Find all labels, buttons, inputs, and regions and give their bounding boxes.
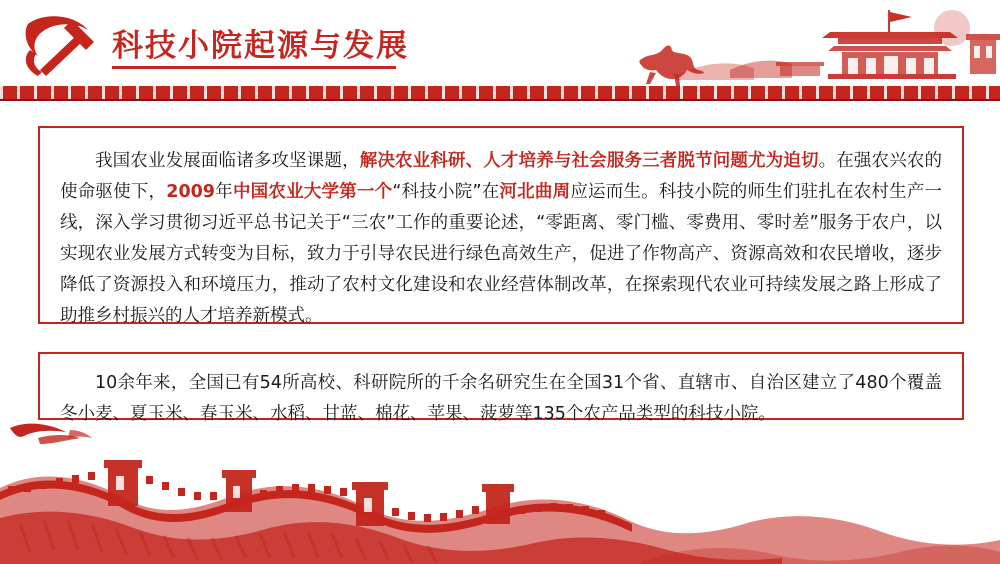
body-text: “科技小院”在 bbox=[392, 182, 500, 202]
body-text: 。在强农兴农的使命驱使下， bbox=[60, 151, 943, 202]
content-box-statistics bbox=[38, 352, 964, 424]
highlighted-text: 2009 bbox=[166, 182, 215, 202]
great-wall-illustration-icon bbox=[0, 414, 1000, 564]
highlighted-text: 解决农业科研、人才培养与社会服务三者脱节问题尤为迫切 bbox=[359, 151, 819, 171]
body-text: 10余年来，全国已有54所高校、科研院所的千余名研究生在全国31个省、直辖市、自治区建立了480个覆盖冬小麦、夏玉米、春玉米、水稻、甘蓝、棉花、苹果、菠萝等135个农产品类型的科技小院。 bbox=[60, 373, 942, 424]
content-box-origin bbox=[38, 126, 964, 324]
flying-bird-icon bbox=[8, 418, 100, 452]
paragraph-statistics bbox=[60, 368, 942, 430]
body-text: 我国农业发展面临诸多攻坚课题， bbox=[95, 151, 360, 171]
title-underline bbox=[112, 66, 396, 69]
body-text: 应运而生。科技小院的师生们驻扎在农村生产一线，深入学习贯彻习近平总书记关于“三农”工作的重要论述，“零距离、零门槛、零费用、零时差”服务于农户，以实现农业发展方式转变为目标，致力于引导农民进行绿色高效生产，促进了作物高产、资源高效和农民增收，逐步降低了资源投入和环境压力，推动了农村文化建设和农业经营体制改革，在探索现代农业可持续发展之路上形成了助推乡村振兴的人才培养新模式。 bbox=[60, 182, 943, 326]
highlighted-text: 中国农业大学第一个 bbox=[232, 182, 393, 202]
header-ribbon-edge bbox=[0, 99, 1000, 101]
page-title: 科技小院起源与发展 bbox=[112, 28, 409, 64]
paragraph-origin bbox=[60, 146, 942, 332]
page-header bbox=[0, 0, 1000, 100]
body-text: 年 bbox=[215, 182, 233, 202]
party-emblem-hammer-sickle-icon bbox=[18, 10, 104, 80]
header-ribbon-pattern bbox=[0, 86, 1000, 100]
tiananmen-skyline-decoration-icon bbox=[580, 4, 1000, 90]
highlighted-text: 河北曲周 bbox=[499, 182, 571, 202]
